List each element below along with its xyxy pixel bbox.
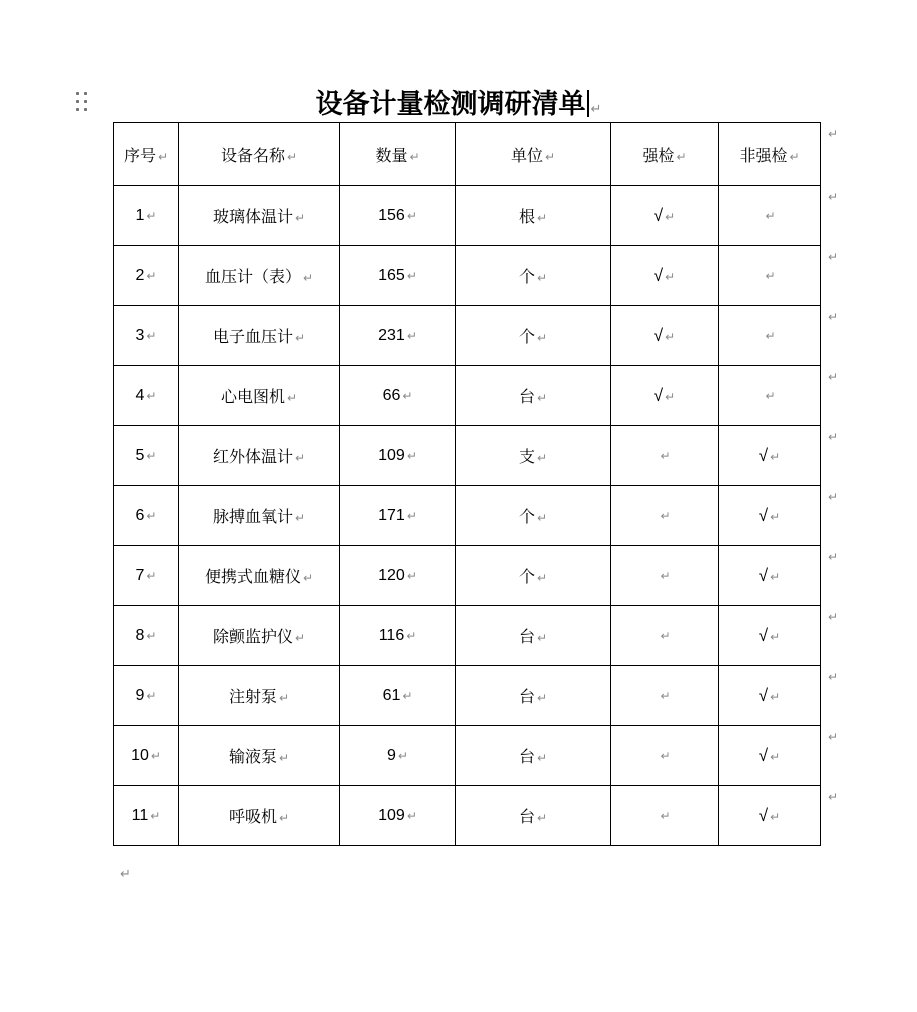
table-cell-non_mandatory[interactable] [719, 426, 838, 486]
table-row [114, 186, 821, 246]
table-cell-name[interactable] [179, 366, 340, 426]
table-cell-non_mandatory[interactable] [719, 606, 838, 666]
table-cell-name[interactable] [179, 606, 340, 666]
cell-text: 心电图机 [220, 389, 285, 406]
document-title-line [0, 82, 917, 121]
header-cell[interactable] [340, 123, 456, 186]
row-end-mark-icon: ↵ [827, 250, 838, 264]
cell-text: 个 [518, 329, 535, 346]
table-cell-mandatory[interactable] [611, 486, 719, 546]
cell-text: 根 [518, 209, 535, 226]
table-cell-qty[interactable] [340, 546, 456, 606]
check-mark: √ [758, 805, 769, 825]
cell-text: 171 [378, 506, 405, 524]
cell-text: 8 [135, 626, 145, 644]
table-cell-qty[interactable] [340, 366, 456, 426]
paragraph-mark-icon: ↵ [665, 269, 676, 284]
paragraph-mark-icon: ↵ [660, 688, 671, 703]
paragraph-mark-icon: ↵ [402, 688, 413, 703]
table-cell-no[interactable] [114, 606, 179, 666]
equipment-survey-table [113, 122, 838, 846]
table-cell-no[interactable] [114, 666, 179, 726]
paragraph-mark-icon: ↵ [660, 508, 671, 523]
cell-text: 109 [378, 806, 405, 824]
cell-text: 11 [131, 806, 149, 824]
paragraph-mark-icon: ↵ [402, 388, 413, 403]
paragraph-mark-icon: ↵ [660, 808, 671, 823]
table-row [114, 666, 821, 726]
table-cell-no[interactable] [114, 186, 179, 246]
paragraph-mark-icon: ↵ [294, 211, 306, 225]
paragraph-mark-icon: ↵ [536, 331, 548, 345]
table-cell-unit[interactable] [456, 186, 611, 246]
cell-text: 玻璃体温计 [212, 209, 293, 226]
paragraph-mark-icon: ↵ [286, 391, 298, 405]
header-cell[interactable] [719, 123, 838, 186]
cell-text: 6 [135, 506, 145, 524]
table-cell-non_mandatory[interactable] [719, 366, 838, 426]
table-cell-qty[interactable] [340, 786, 456, 846]
table-cell-non_mandatory[interactable] [719, 186, 838, 246]
cell-text: 9 [387, 746, 396, 764]
cell-text: 支 [518, 449, 535, 466]
table-cell-name[interactable] [179, 666, 340, 726]
paragraph-mark-icon: ↵ [770, 569, 781, 584]
row-end-mark-icon: ↵ [827, 490, 838, 504]
paragraph-mark-icon: ↵ [150, 808, 161, 823]
paragraph-mark-icon: ↵ [665, 209, 676, 224]
paragraph-mark-icon: ↵ [278, 751, 290, 765]
header-cell-text: 设备名称 [220, 147, 285, 165]
table-cell-unit[interactable] [456, 606, 611, 666]
cell-text: 个 [518, 509, 535, 526]
paragraph-mark-icon: ↵ [770, 449, 781, 464]
table-cell-unit[interactable] [456, 726, 611, 786]
paragraph-mark-icon: ↵ [406, 328, 417, 343]
paragraph-mark-icon: ↵ [146, 448, 157, 463]
cell-text: 台 [518, 749, 535, 766]
check-mark: √ [758, 445, 769, 465]
paragraph-mark-icon: ↵ [146, 268, 157, 283]
cell-text: 红外体温计 [212, 449, 293, 466]
check-mark: √ [653, 265, 664, 285]
table-row [114, 486, 821, 546]
paragraph-mark-icon: ↵ [770, 509, 781, 524]
paragraph-mark-icon: ↵ [278, 691, 290, 705]
paragraph-mark-icon: ↵ [765, 328, 776, 343]
table-cell-name[interactable] [179, 186, 340, 246]
cell-text: 10 [131, 746, 149, 764]
table-cell-name[interactable] [179, 486, 340, 546]
table-cell-non_mandatory[interactable] [719, 786, 838, 846]
table-cell-no[interactable] [114, 546, 179, 606]
page-title[interactable]: 设备计量检测调研清单 [315, 89, 586, 119]
paragraph-mark-icon: ↵ [660, 568, 671, 583]
cell-text: 呼吸机 [228, 809, 277, 826]
table-row [114, 246, 821, 306]
table-cell-name[interactable] [179, 546, 340, 606]
table-cell-mandatory[interactable] [611, 786, 719, 846]
check-mark: √ [758, 565, 769, 585]
cell-text: 个 [518, 569, 535, 586]
paragraph-mark-icon: ↵ [770, 689, 781, 704]
cell-text: 电子血压计 [212, 329, 293, 346]
table-cell-non_mandatory[interactable] [719, 546, 838, 606]
paragraph-mark-icon: ↵ [146, 388, 157, 403]
cell-text: 156 [378, 206, 405, 224]
paragraph-mark-icon: ↵ [536, 211, 548, 225]
header-cell-text: 数量 [375, 147, 408, 165]
paragraph-mark-icon: ↵ [765, 388, 776, 403]
table-cell-non_mandatory[interactable] [719, 666, 838, 726]
paragraph-mark-icon: ↵ [406, 508, 417, 523]
cell-text: 7 [135, 566, 145, 584]
table-cell-unit[interactable] [456, 366, 611, 426]
cell-text: 台 [518, 389, 535, 406]
cell-text: 血压计（表） [204, 269, 301, 286]
paragraph-mark-icon: ↵ [146, 328, 157, 343]
paragraph-mark-icon: ↵ [536, 751, 548, 765]
cell-text: 个 [518, 269, 535, 286]
table-row [114, 306, 821, 366]
paragraph-mark-icon: ↵ [770, 749, 781, 764]
cell-text: 120 [378, 566, 405, 584]
row-end-mark-icon: ↵ [827, 190, 838, 204]
paragraph-mark-icon: ↵ [278, 811, 290, 825]
header-cell[interactable] [114, 123, 179, 186]
header-cell[interactable] [611, 123, 719, 186]
paragraph-mark-icon: ↵ [406, 628, 417, 643]
paragraph-mark-icon: ↵ [660, 448, 671, 463]
table-cell-qty[interactable] [340, 306, 456, 366]
paragraph-mark-icon: ↵ [146, 508, 157, 523]
paragraph-mark-icon: ↵ [665, 389, 676, 404]
cell-text: 台 [518, 629, 535, 646]
row-end-mark-icon: ↵ [827, 310, 838, 324]
table-cell-unit[interactable] [456, 426, 611, 486]
paragraph-mark-icon: ↵ [544, 149, 556, 164]
cell-text: 4 [135, 386, 145, 404]
table-cell-no[interactable] [114, 726, 179, 786]
cell-text: 台 [518, 809, 535, 826]
table-cell-mandatory[interactable] [611, 306, 719, 366]
table-cell-mandatory[interactable] [611, 426, 719, 486]
row-end-mark-icon: ↵ [827, 370, 838, 384]
table-cell-no[interactable] [114, 786, 179, 846]
paragraph-mark-icon: ↵ [536, 571, 548, 585]
cell-text: 165 [378, 266, 405, 284]
cell-text: 231 [378, 326, 405, 344]
table-cell-qty[interactable] [340, 486, 456, 546]
paragraph-mark-icon: ↵ [406, 268, 417, 283]
table-cell-no[interactable] [114, 246, 179, 306]
check-mark: √ [758, 505, 769, 525]
row-end-mark-icon: ↵ [827, 790, 838, 804]
header-cell-text: 强检 [642, 147, 675, 165]
table-cell-qty[interactable] [340, 606, 456, 666]
paragraph-mark-icon: ↵ [536, 691, 548, 705]
paragraph-mark-icon: ↵ [286, 149, 298, 164]
paragraph-mark-icon: ↵ [590, 101, 602, 116]
table-row [114, 546, 821, 606]
paragraph-mark-icon: ↵ [536, 391, 548, 405]
paragraph-mark-icon: ↵ [536, 811, 548, 825]
row-end-mark-icon: ↵ [827, 670, 838, 684]
table-cell-qty[interactable] [340, 426, 456, 486]
table-cell-qty[interactable] [340, 666, 456, 726]
cell-text: 便携式血糖仪 [204, 569, 301, 586]
table-cell-qty[interactable] [340, 246, 456, 306]
paragraph-mark-icon: ↵ [406, 208, 417, 223]
paragraph-mark-icon: ↵ [536, 631, 548, 645]
table-cell-mandatory[interactable] [611, 186, 719, 246]
table-cell-name[interactable] [179, 306, 340, 366]
check-mark: √ [758, 745, 769, 765]
paragraph-mark-icon: ↵ [660, 748, 671, 763]
text-cursor [587, 90, 589, 117]
paragraph-mark-icon: ↵ [294, 331, 306, 345]
paragraph-mark-icon: ↵ [397, 748, 408, 763]
paragraph-mark-icon: ↵ [409, 149, 420, 164]
table-cell-name[interactable] [179, 726, 340, 786]
table-cell-unit[interactable] [456, 246, 611, 306]
cell-text: 3 [135, 326, 145, 344]
paragraph-mark-icon: ↵ [765, 208, 776, 223]
table-cell-name[interactable] [179, 426, 340, 486]
paragraph-mark-icon: ↵ [294, 511, 306, 525]
row-end-mark-icon: ↵ [827, 550, 838, 564]
table-cell-non_mandatory[interactable] [719, 726, 838, 786]
table-cell-no[interactable] [114, 486, 179, 546]
paragraph-mark-icon: ↵ [406, 808, 417, 823]
cell-text: 输液泵 [228, 749, 277, 766]
table-cell-mandatory[interactable] [611, 366, 719, 426]
table-cell-unit[interactable] [456, 786, 611, 846]
cell-text: 台 [518, 689, 535, 706]
table-cell-name[interactable] [179, 246, 340, 306]
check-mark: √ [653, 205, 664, 225]
cell-text: 109 [378, 446, 405, 464]
paragraph-mark-icon: ↵ [150, 748, 161, 763]
table-cell-unit[interactable] [456, 306, 611, 366]
cell-text: 除颤监护仪 [212, 629, 293, 646]
table-row [114, 786, 821, 846]
row-end-mark-icon: ↵ [827, 610, 838, 624]
table-cell-no[interactable] [114, 366, 179, 426]
table-cell-no[interactable] [114, 426, 179, 486]
paragraph-mark-icon: ↵ [676, 149, 687, 164]
paragraph-mark-icon: ↵ [770, 629, 781, 644]
table-cell-no[interactable] [114, 306, 179, 366]
header-cell[interactable] [456, 123, 611, 186]
paragraph-mark-icon: ↵ [294, 451, 306, 465]
paragraph-mark-icon: ↵ [146, 628, 157, 643]
header-cell-text: 非强检 [739, 147, 788, 165]
table-cell-non_mandatory[interactable] [719, 246, 838, 306]
paragraph-mark-icon: ↵ [770, 809, 781, 824]
table-cell-non_mandatory[interactable] [719, 486, 838, 546]
paragraph-mark-icon: ↵ [536, 451, 548, 465]
cell-text: 脉搏血氧计 [212, 509, 293, 526]
paragraph-mark-icon: ↵ [665, 329, 676, 344]
paragraph-mark-icon: ↵ [789, 149, 800, 164]
check-mark: √ [653, 325, 664, 345]
cell-text: 注射泵 [228, 689, 277, 706]
check-mark: √ [758, 685, 769, 705]
row-end-mark-icon: ↵ [827, 730, 838, 744]
cell-text: 2 [135, 266, 145, 284]
header-cell[interactable] [179, 123, 340, 186]
paragraph-mark-icon: ↵ [302, 571, 314, 585]
paragraph-mark-icon: ↵ [660, 628, 671, 643]
check-mark: √ [653, 385, 664, 405]
paragraph-mark-icon: ↵ [406, 568, 417, 583]
paragraph-mark-icon: ↵ [146, 688, 157, 703]
header-cell-text: 序号 [123, 147, 156, 165]
table-row [114, 606, 821, 666]
table-cell-unit[interactable] [456, 666, 611, 726]
check-mark: √ [758, 625, 769, 645]
paragraph-mark-icon: ↵ [406, 448, 417, 463]
cell-text: 9 [135, 686, 145, 704]
table-cell-mandatory[interactable] [611, 606, 719, 666]
paragraph-mark-icon: ↵ [120, 866, 131, 881]
cell-text: 1 [135, 206, 145, 224]
table-row [114, 426, 821, 486]
table-cell-non_mandatory[interactable] [719, 306, 838, 366]
header-cell-text: 单位 [510, 147, 543, 165]
paragraph-mark-icon: ↵ [157, 149, 169, 164]
table-header-row [114, 123, 821, 186]
table-cell-mandatory[interactable] [611, 726, 719, 786]
paragraph-mark-icon: ↵ [294, 631, 306, 645]
table-row [114, 366, 821, 426]
table-cell-unit[interactable] [456, 546, 611, 606]
table-cell-qty[interactable] [340, 186, 456, 246]
table-cell-mandatory[interactable] [611, 666, 719, 726]
row-end-mark-icon: ↵ [827, 127, 838, 141]
paragraph-mark-icon: ↵ [302, 271, 314, 285]
table-cell-unit[interactable] [456, 486, 611, 546]
cell-text: 5 [135, 446, 145, 464]
cell-text: 116 [378, 626, 405, 644]
paragraph-mark-icon: ↵ [146, 568, 157, 583]
cell-text: 66 [382, 386, 401, 404]
table-row [114, 726, 821, 786]
table-cell-mandatory[interactable] [611, 546, 719, 606]
paragraph-mark-icon: ↵ [536, 511, 548, 525]
paragraph-mark-icon: ↵ [765, 268, 776, 283]
row-end-mark-icon: ↵ [827, 430, 838, 444]
paragraph-mark-icon: ↵ [536, 271, 548, 285]
paragraph-mark-icon: ↵ [146, 208, 157, 223]
cell-text: 61 [382, 686, 401, 704]
table-cell-name[interactable] [179, 786, 340, 846]
table-cell-mandatory[interactable] [611, 246, 719, 306]
table-cell-qty[interactable] [340, 726, 456, 786]
